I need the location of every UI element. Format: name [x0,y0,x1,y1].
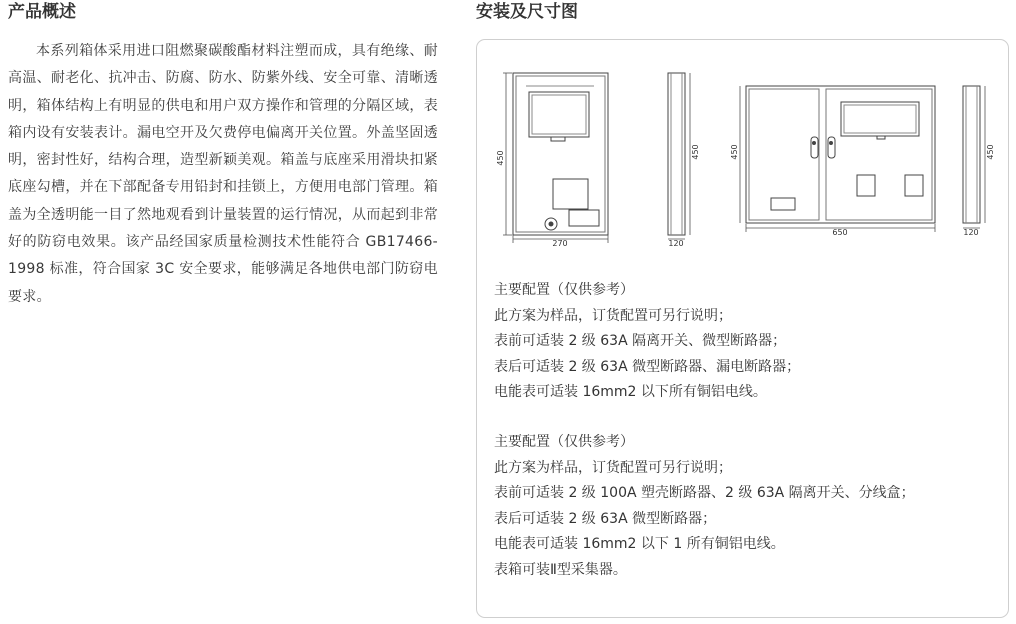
dimension-drawings [493,72,1003,282]
config-line: 此方案为样品，订货配置可另行说明； [494,307,732,324]
double-depth-dimension [963,228,980,237]
double-height-label: 450 [730,144,739,160]
config-line: 此方案为样品，订货配置可另行说明； [494,459,732,476]
config-line: 表前可适装 2 级 100A 塑壳断路器、2 级 63A 隔离开关、分线盒； [494,485,915,502]
single-box-front-drawing [513,73,608,235]
single-depth-label: 120 [668,239,684,248]
install-section [476,0,1010,24]
double-width-label: 650 [832,228,848,237]
double-box-side-drawing [963,86,980,223]
double-depth-label: 120 [963,228,979,237]
single-height-label: 450 [496,150,505,166]
single-width-dimension [513,235,608,248]
overview-text: 本系列箱体采用进口阻燃聚碳酸酯材料注塑而成，具有绝缘、耐高温、耐老化、抗冲击、防腐、防水、防紫外线、安全可靠、清晰透明，箱体结构上有明显的供电和用户双方操作和管理的分隔区域，表箱内设有安装表计。漏电空开及欠费停电偏离开关位置。外盖坚固透明，密封性好，结构合理，造型新颖美观。箱盖与底座采用滑块扣紧底座勾槽，并在下部配备专用铅封和挂锁上，方便用电部门管理。箱盖为全透明能一目了然地观看到计量装置的运行情况，从而起到非常好的防窃电效果。该产品经国家质量检测技术性能符合 GB17466-1998 标准，符合国家 3C 安全要求，能够满足各地供电部门防窃电要求。 [8,43,438,305]
config-line: 表后可适装 2 级 63A 微型断路器、漏电断路器； [494,358,801,375]
config-block-1 [494,278,800,406]
single-depth-dimension [668,239,685,248]
double-width-dimension [746,224,935,237]
config-block-2 [494,430,915,584]
double-box-front-drawing [746,86,935,223]
overview-title: 产品概述 [8,2,76,22]
double-side-height-dimension [985,86,995,223]
config-line: 电能表可适装 16mm2 以下 1 所有铜铝电线。 [494,536,785,553]
single-box-side-drawing [668,73,685,235]
single-side-height-dimension [690,73,700,235]
single-side-height-label: 450 [691,144,700,160]
product-overview-section [8,0,438,311]
double-side-height-label: 450 [986,144,995,160]
double-height-dimension [730,86,740,223]
config-line: 主要配置（仅供参考） [494,434,634,450]
config-line: 表后可适装 2 级 63A 微型断路器； [494,510,717,527]
config-line: 表箱可装Ⅱ型采集器。 [494,561,627,578]
config-line: 表前可适装 2 级 63A 隔离开关、微型断路器； [494,333,787,350]
single-height-dimension [496,73,512,235]
config-line: 电能表可适装 16mm2 以下所有铜铝电线。 [494,384,767,401]
config-line: 主要配置（仅供参考） [494,282,634,298]
install-panel [476,39,1009,618]
single-width-label: 270 [552,239,568,248]
install-title: 安装及尺寸图 [476,2,578,22]
